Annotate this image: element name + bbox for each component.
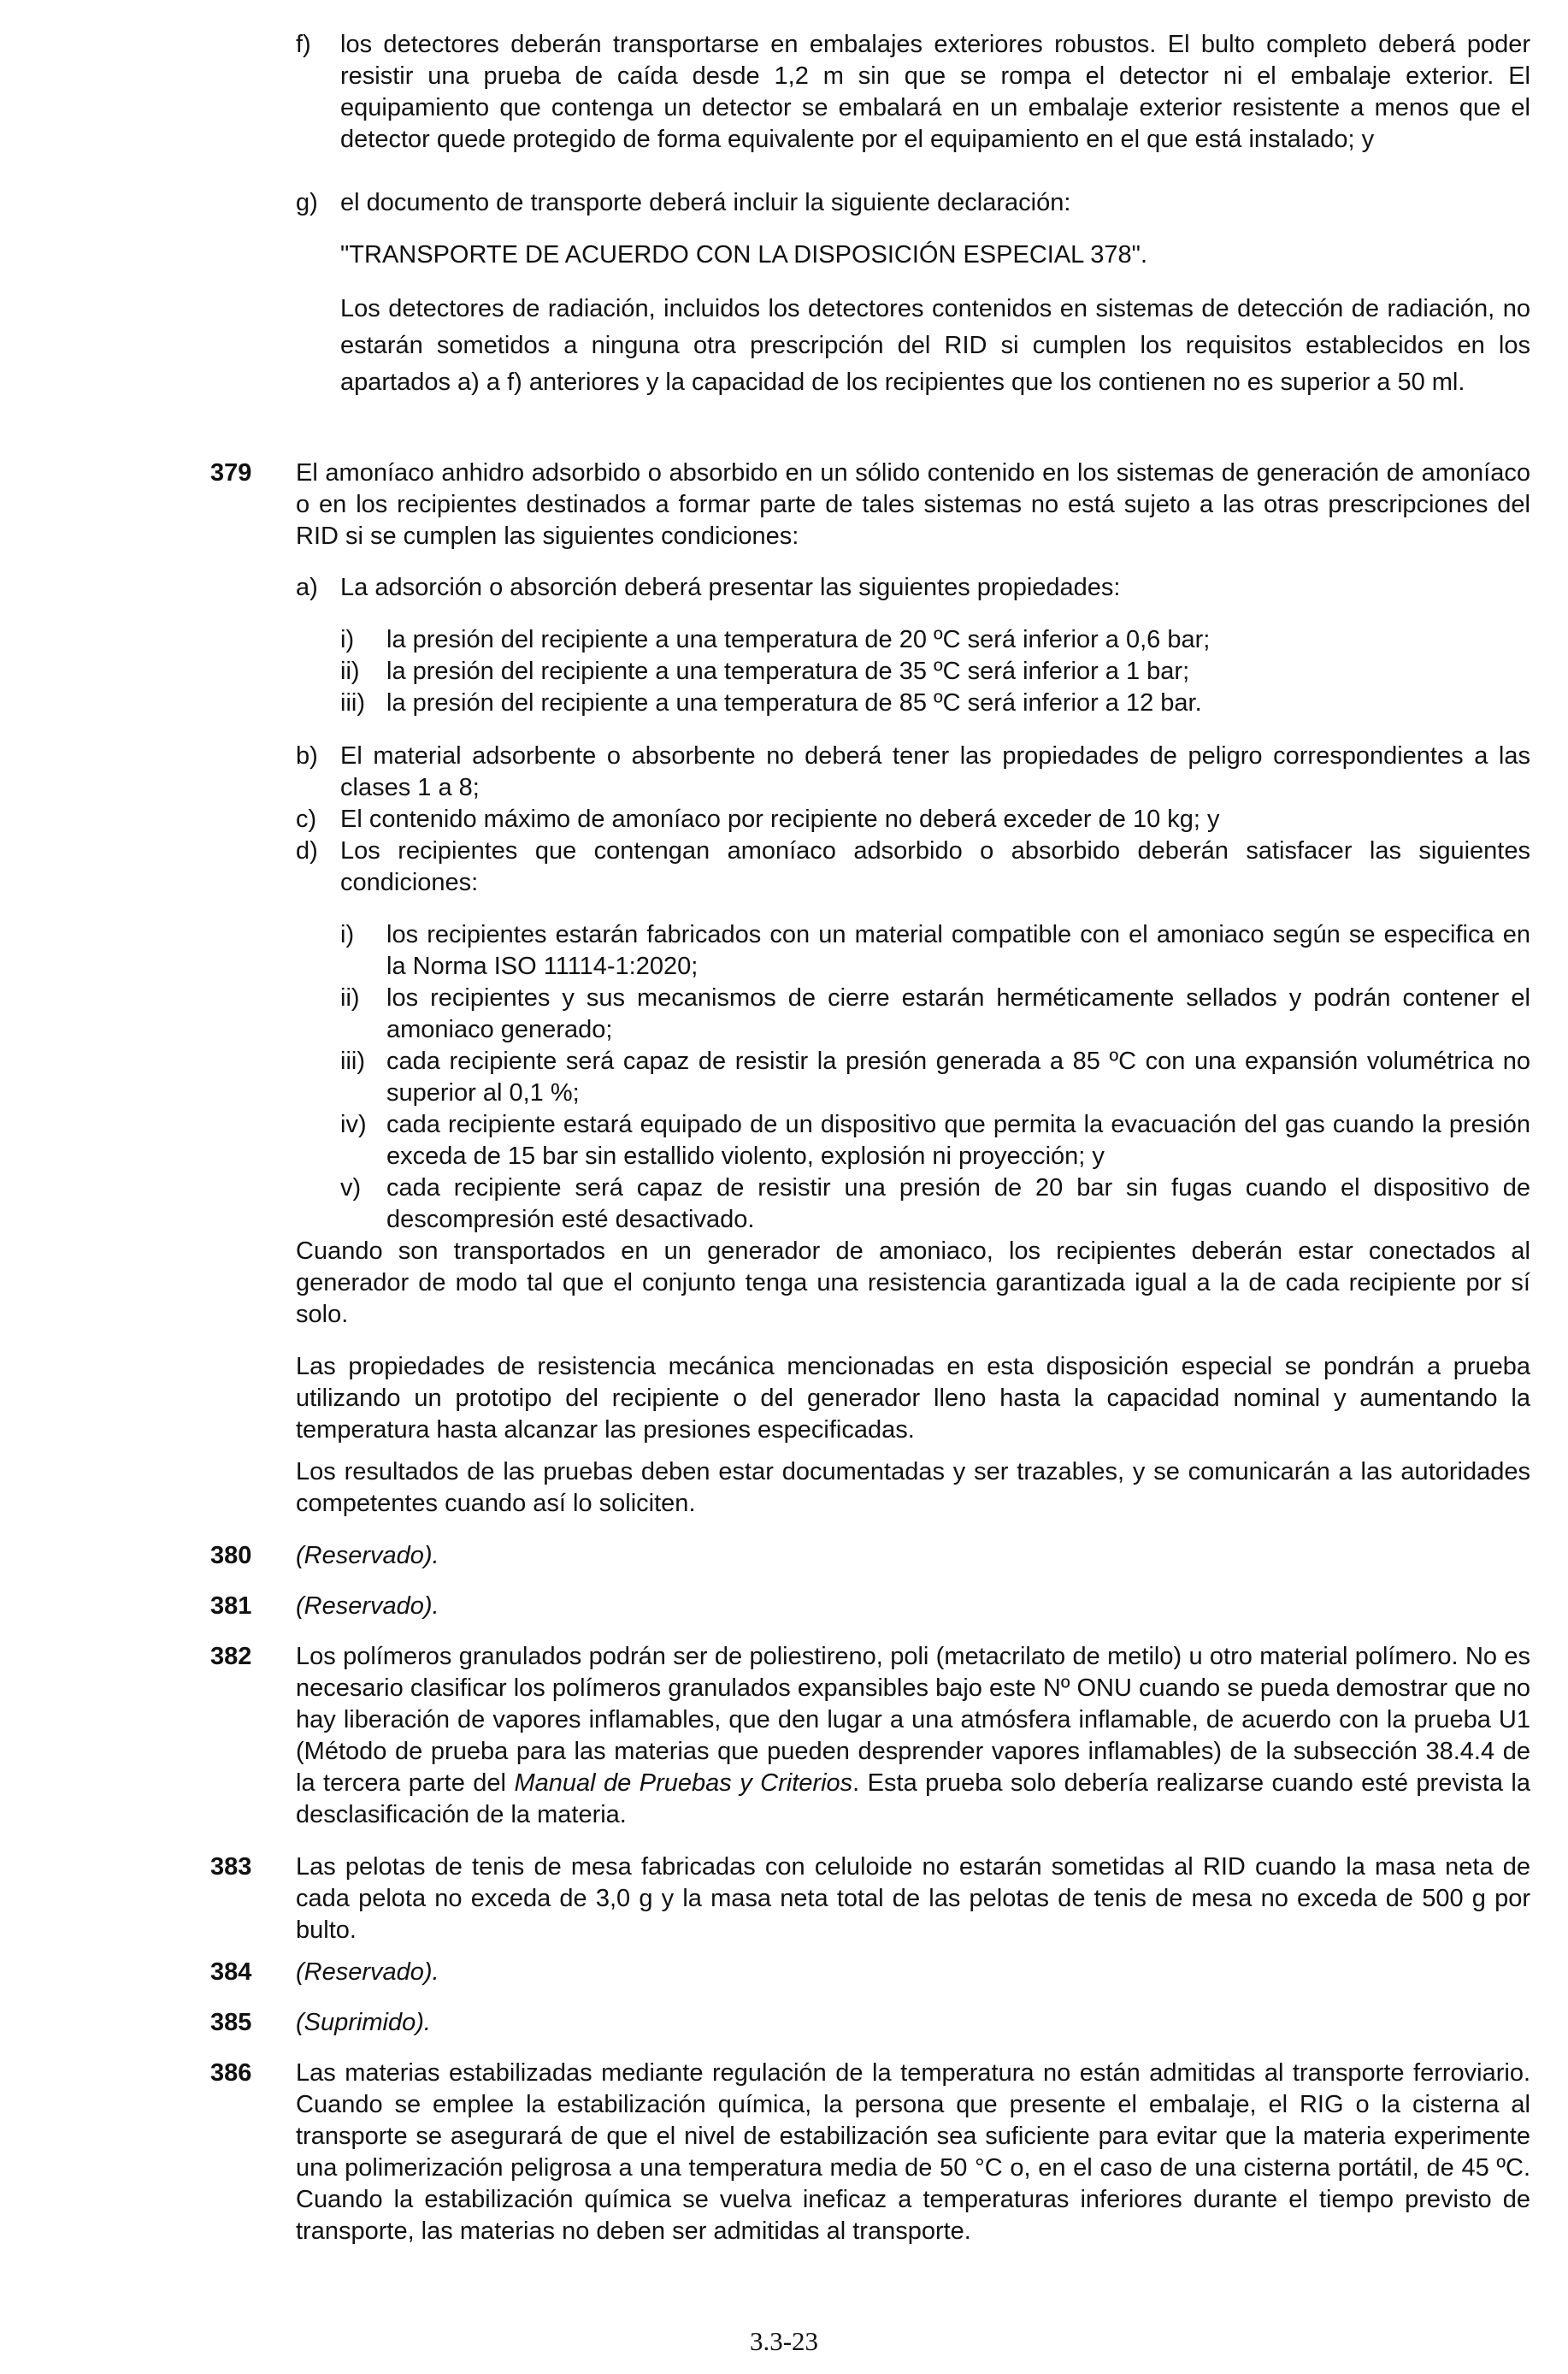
- item-text: los detectores deberán transportarse en embalajes exteriores robustos. El bulto completo deberá poder resistir una prueba de caída desde 1,2 m sin que se rompa el detector ni el embalaje exterior. El equipamiento que contenga un detector se embalará en un embalaje exterior resistente a menos que el detector quede protegido de forma equivalente por el equipamiento en el que está instalado; y: [340, 31, 1530, 153]
- provision-text-part: . Esta prueba solo debería realizarse cuando esté prevista la desclasificación de la materia.: [296, 1769, 1531, 1828]
- provision-text-part: Los polímeros granulados podrán ser de poliestireno, poli (metacrilato de metilo) u otro material polímero. No es necesario clasificar los polímeros granulados expansibles bajo este Nº ONU cuando se pueda demostrar que no hay liberación de vapores inflamables, que den lugar a una atmósfera inflamable, de acuerdo con la prueba U1 (Método de prueba para las materias que pueden desprender vapores inflamables) de la subsección 38.4.4 de la tercera parte del: [296, 1643, 1530, 1797]
- provision-381: [210, 1591, 1530, 1622]
- item-label: g): [296, 189, 318, 216]
- subitem-label: iv): [340, 1111, 367, 1138]
- subitem-text: los recipientes y sus mecanismos de cierre estarán herméticamente sellados y podrán contener el amoniaco generado;: [386, 984, 1530, 1043]
- item-label: b): [296, 742, 318, 770]
- subitem-a-iii: [340, 688, 1530, 719]
- manual-title: Manual de Pruebas y Criterios: [514, 1769, 853, 1797]
- provision-number: 383: [210, 1853, 252, 1881]
- provision-385: [210, 2007, 1530, 2039]
- provision-384: [210, 1957, 1530, 1988]
- subitem-text: los recipientes estarán fabricados con un material compatible con el amoniaco según se especifica en la Norma ISO 11114-1:2020;: [386, 921, 1530, 980]
- item-text: Los recipientes que contengan amoníaco adsorbido o absorbido deberán satisfacer las siguientes condiciones:: [340, 837, 1530, 896]
- provision-text: El amoníaco anhidro adsorbido o absorbido en un sólido contenido en los sistemas de generación de amoníaco o en los recipientes destinados a formar parte de tales sistemas no está sujeto a las otras prescripciones del RID si se cumplen las siguientes condiciones:: [296, 459, 1530, 550]
- item-label: d): [296, 837, 318, 865]
- item-text: El contenido máximo de amoníaco por recipiente no deberá exceder de 10 kg; y: [340, 806, 1220, 833]
- provision-382: [210, 1641, 1531, 1831]
- list-item-d: [296, 836, 1530, 899]
- provision-number: 381: [210, 1592, 252, 1620]
- list-item-b: [296, 741, 1530, 804]
- page-number: 3.3-23: [749, 2326, 819, 2356]
- subitem-label: i): [340, 921, 355, 948]
- provision-number: 380: [210, 1542, 252, 1569]
- provision-number: 379: [210, 459, 252, 487]
- list-item-c: [296, 804, 1530, 836]
- provision-text: (Reservado).: [296, 1542, 439, 1569]
- item-text: La adsorción o absorción deberá presentar las siguientes propiedades:: [340, 574, 1121, 601]
- item-text: El material adsorbente o absorbente no deberá tener las propiedades de peligro correspondientes a las clases 1 a 8;: [340, 742, 1530, 801]
- subitem-label: v): [340, 1174, 362, 1202]
- provision-383: [210, 1851, 1530, 1946]
- subitem-d-iii: [340, 1046, 1530, 1109]
- subitem-d-v: [340, 1172, 1530, 1236]
- provision-text: (Suprimido).: [296, 2009, 431, 2036]
- item-label: c): [296, 806, 317, 833]
- subitem-a-ii: [340, 656, 1530, 688]
- paragraph-generator: Cuando son transportados en un generador de amoniaco, los recipientes deberán estar conectados al generador de modo tal que el conjunto tenga una resistencia garantizada igual a la de cada recipiente por sí solo.: [296, 1237, 1530, 1328]
- provision-text: (Reservado).: [296, 1592, 439, 1620]
- item-text: el documento de transporte deberá incluir la siguiente declaración:: [340, 189, 1071, 216]
- paragraph-test-results: Los resultados de las pruebas deben estar documentadas y ser trazables, y se comunicarán a las autoridades competentes cuando así lo soliciten.: [296, 1458, 1530, 1517]
- subitem-text: la presión del recipiente a una temperatura de 85 ºC será inferior a 12 bar.: [386, 689, 1202, 717]
- paragraph-mechanical-properties: Las propiedades de resistencia mecánica mencionadas en esta disposición especial se pondrán a prueba utilizando un prototipo del recipiente o del generador lleno hasta la capacidad nominal y aumentando la temperatura hasta alcanzar las presiones especificadas.: [296, 1353, 1530, 1444]
- provision-386: [210, 2058, 1530, 2247]
- provision-number: 385: [210, 2009, 252, 2036]
- subitem-text: la presión del recipiente a una temperatura de 20 ºC será inferior a 0,6 bar;: [386, 626, 1211, 653]
- provision-text: (Reservado).: [296, 1958, 439, 1986]
- subitem-a-i: [340, 624, 1530, 656]
- provision-text: Las pelotas de tenis de mesa fabricadas con celuloide no estarán sometidas al RID cuando la masa neta de cada pelota no exceda de 3,0 g y la masa neta total de las pelotas de tenis de mesa no exceda de 500 g por bulto.: [296, 1853, 1530, 1944]
- subitem-text: la presión del recipiente a una temperatura de 35 ºC será inferior a 1 bar;: [386, 658, 1190, 685]
- provision-number: 382: [210, 1643, 252, 1670]
- list-item-f: [296, 29, 1530, 156]
- item-label: f): [296, 31, 311, 58]
- provision-text: [296, 1641, 1530, 1831]
- declaration-quote: "TRANSPORTE DE ACUERDO CON LA DISPOSICIÓN ESPECIAL 378".: [340, 241, 1148, 269]
- provision-text: Las materias estabilizadas mediante regulación de la temperatura no están admitidas al transporte ferroviario. Cuando se emplee la estabilización química, la persona que presente el embalaje, el RIG o la cisterna al transporte se asegurará de que el nivel de estabilización sea suficiente para evitar que la materia experimente una polimerización peligrosa a una temperatura media de 50 °C o, en el caso de una cisterna portátil, de 45 ºC. Cuando la estabilización química se vuelva ineficaz a temperaturas inferiores durante el tiempo previsto de transporte, las materias no deben ser admitidas al transporte.: [296, 2059, 1530, 2245]
- subitem-d-i: [340, 919, 1530, 983]
- subitem-label: iii): [340, 689, 365, 717]
- provision-380: [210, 1540, 1530, 1572]
- subitem-label: ii): [340, 984, 360, 1012]
- provision-number: 386: [210, 2059, 252, 2087]
- closing-paragraph: Los detectores de radiación, incluidos los detectores contenidos en sistemas de detección de radiación, no estarán sometidos a ninguna otra prescripción del RID si cumplen los requisitos establecidos en los apartados a) a f) anteriores y la capacidad de los recipientes que los contienen no es superior a 50 ml.: [340, 295, 1530, 396]
- subitem-label: iii): [340, 1048, 365, 1075]
- item-label: a): [296, 574, 318, 601]
- provision-number: 384: [210, 1958, 252, 1986]
- subitem-label: i): [340, 626, 355, 653]
- provision-379: [210, 458, 1530, 552]
- subitem-text: cada recipiente será capaz de resistir una presión de 20 bar sin fugas cuando el dispositivo de descompresión esté desactivado.: [386, 1174, 1530, 1233]
- list-item-g: [296, 187, 1530, 219]
- subitem-d-ii: [340, 983, 1530, 1046]
- subitem-d-iv: [340, 1109, 1530, 1172]
- subitem-label: ii): [340, 658, 360, 685]
- subitem-text: cada recipiente estará equipado de un dispositivo que permita la evacuación del gas cuando la presión exceda de 15 bar sin estallido violento, explosión ni proyección; y: [386, 1111, 1530, 1170]
- list-item-a: [296, 572, 1530, 604]
- subitem-text: cada recipiente será capaz de resistir la presión generada a 85 ºC con una expansión volumétrica no superior al 0,1 %;: [386, 1048, 1530, 1107]
